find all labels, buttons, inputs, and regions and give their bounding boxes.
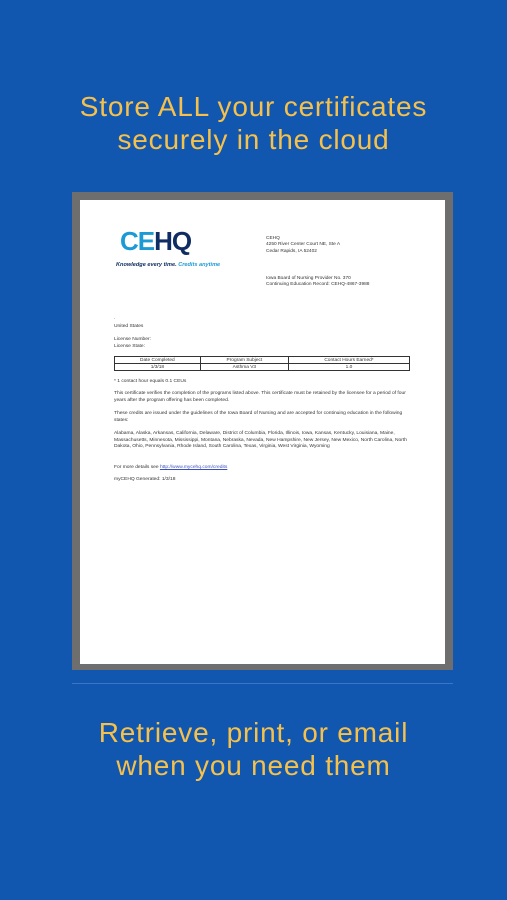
provider-address <box>266 236 340 255</box>
logo-part-hq: HQ <box>154 226 192 256</box>
table-header: Contact Hours Earned* <box>289 357 410 364</box>
headline-top <box>0 90 507 156</box>
divider-line <box>72 683 453 684</box>
details-line <box>114 465 414 472</box>
tagline-part1: Knowledge every time. <box>116 262 177 268</box>
recipient-country: United States <box>114 324 144 329</box>
tagline-part2: Credits anytime <box>178 262 221 268</box>
details-prefix: For more details see <box>114 465 159 470</box>
contact-hours-table <box>114 356 410 371</box>
cehq-logo <box>120 228 191 254</box>
headline-bottom-line2: when you need them <box>116 750 391 781</box>
table-cell: 1.0 <box>289 364 410 371</box>
table-header: Date Completed <box>115 357 201 364</box>
license-state-label: License State: <box>114 344 145 349</box>
headline-top-line2: securely in the cloud <box>117 124 390 155</box>
certificate-preview-frame <box>72 192 453 670</box>
board-record: Continuing Education Record: CEHQ-4867-3988 <box>266 282 370 288</box>
footnote: * 1 contact hour equals 0.1 CEUs <box>114 379 187 384</box>
table-header: Program Subject <box>200 357 288 364</box>
states-list: Alabama, Alaska, Arkansas, California, Delaware, District of Columbia, Florida, Illinois, Iowa, Kansas, Kentucky, Louisiana, Maine, Massachusetts, Minnesota, Mississippi, Montana, Nebraska, Nevada, New Hampshire, New Jersey, New Mexico, North Carolina, North Dakota, Ohio, Pennsylvania, Rhode Island, South Carolina, Texas, Virginia, West Virginia, Wyoming <box>114 431 407 450</box>
address-name: CEHQ <box>266 236 280 241</box>
headline-bottom <box>0 716 507 782</box>
logo-tagline <box>116 262 220 268</box>
headline-bottom-line1: Retrieve, print, or email <box>98 717 409 748</box>
details-link[interactable]: http://www.mycehq.com/credits <box>159 465 228 470</box>
table-row <box>115 364 410 371</box>
table-cell: 1/3/18 <box>115 364 201 371</box>
table-header-row <box>115 357 410 364</box>
table-cell: Asthma V3 <box>200 364 288 371</box>
headline-top-line1: Store ALL your certificates <box>79 91 428 122</box>
board-provider: Iowa Board of Nursing Provider No. 370 <box>266 276 351 281</box>
license-number-label: License Number: <box>114 337 151 342</box>
verification-text: This certificate verifies the completion of the programs listed above. This certificate must be retained by the licensee for a period of four years after the program offering has been completed. <box>114 391 406 403</box>
logo-part-ce: CE <box>120 226 155 256</box>
certificate-document <box>80 200 445 664</box>
generated-date: myCEHQ Generated: 1/3/18 <box>114 477 176 482</box>
recipient-dot: . <box>114 316 116 321</box>
board-info <box>266 276 369 289</box>
address-city: Cedar Rapids, IA 52402 <box>266 248 317 254</box>
guidelines-text: These credits are issued under the guidelines of the Iowa Board of Nursing and are accepted for continuing education in the following states: <box>114 411 403 423</box>
address-street: 4250 River Center Court NE, Ste A <box>266 242 341 248</box>
